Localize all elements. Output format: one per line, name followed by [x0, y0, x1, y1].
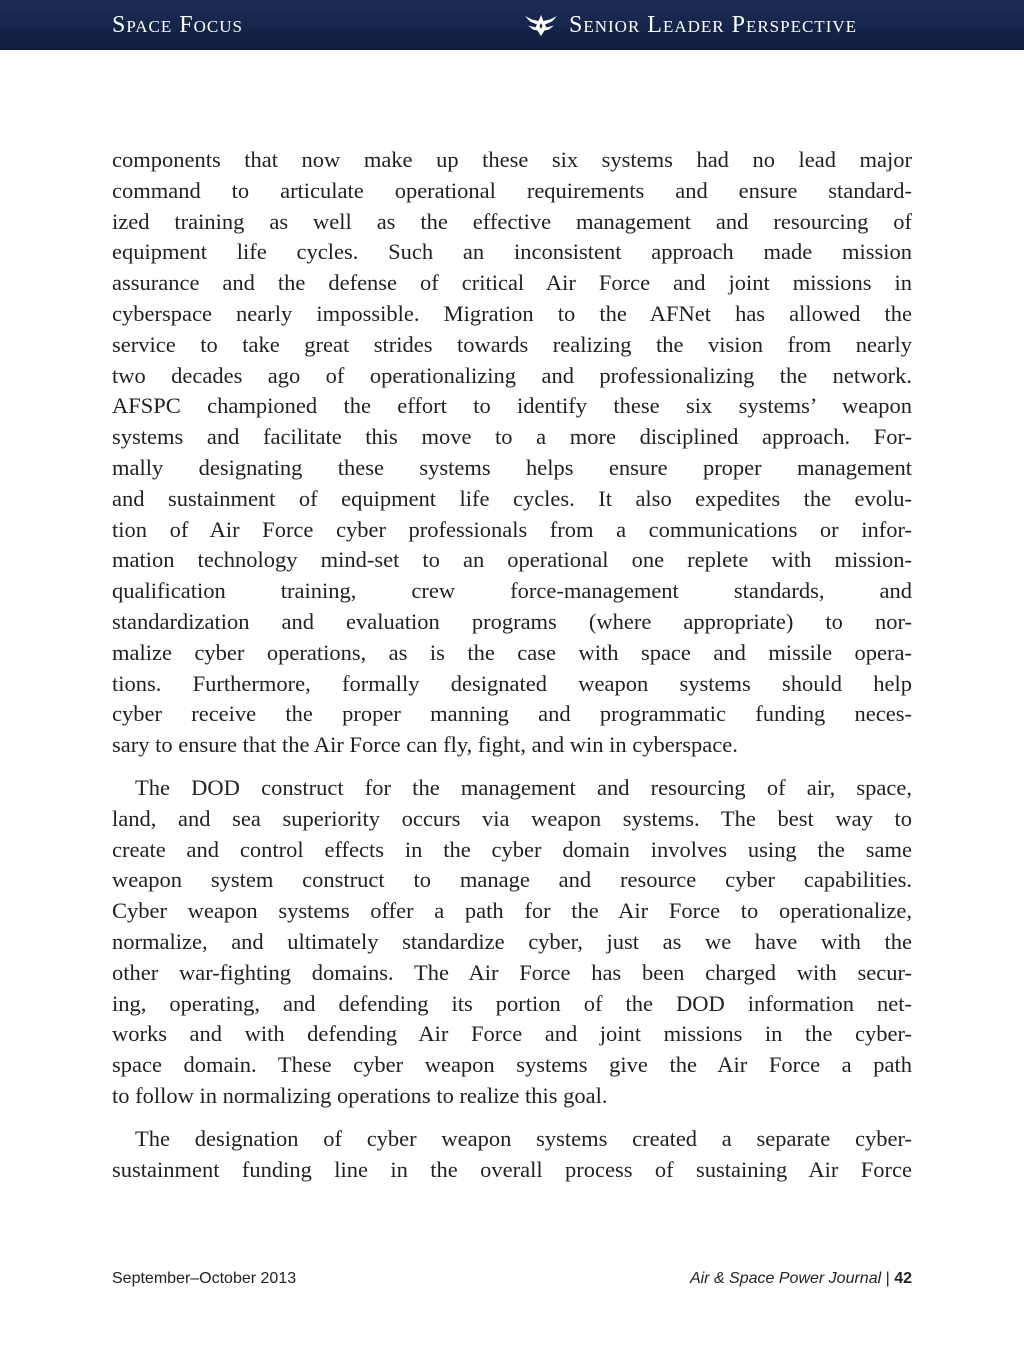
text-line: ized training as well as the effective management and resourcing of: [112, 208, 912, 234]
text-line: sary to ensure that the Air Force can fly, fight, and win in cyberspace.: [112, 732, 738, 758]
text-line: components that now make up these six systems had no lead major: [112, 147, 912, 172]
text-line: The designation of cyber weapon systems created a separate cyber-: [135, 1125, 912, 1151]
text-line: cyber receive the proper manning and programmatic funding neces-: [112, 701, 912, 727]
text-line: systems and facilitate this move to a more disciplined approach. For-: [112, 424, 912, 450]
text-line: two decades ago of operationalizing and professionalizing the network.: [112, 362, 912, 388]
text-line: tions. Furthermore, formally designated weapon systems should help: [112, 670, 912, 696]
text-line: land, and sea superiority occurs via weapon systems. The best way to: [112, 805, 912, 831]
text-line: mation technology mind-set to an operational one replete with mission-: [112, 547, 912, 573]
footer-journal-info: [690, 1268, 912, 1290]
text-line: space domain. These cyber weapon systems give the Air Force a path: [112, 1052, 912, 1078]
paragraph-2: [112, 773, 912, 1112]
paragraph-gap: [112, 1112, 912, 1124]
paragraph-1: [112, 145, 912, 761]
text-line: sustainment funding line in the overall process of sustaining Air Force: [112, 1156, 912, 1182]
page-number: 42: [894, 1270, 912, 1287]
text-line: works and with defending Air Force and joint missions in the cyber-: [112, 1021, 912, 1047]
paragraph-gap: [112, 761, 912, 773]
text-line: The DOD construct for the management and resourcing of air, space,: [135, 774, 912, 800]
paragraph-3: [112, 1124, 912, 1186]
text-line: and sustainment of equipment life cycles. It also expedites the evolu-: [112, 485, 912, 511]
text-line: other war-fighting domains. The Air Force has been charged with secur-: [112, 959, 912, 985]
text-line: malize cyber operations, as is the case with space and missile opera-: [112, 639, 912, 665]
text-line: command to articulate operational requirements and ensure standard-: [112, 177, 912, 203]
footer-date: September–October 2013: [112, 1270, 297, 1287]
text-line: cyberspace nearly impossible. Migration to the AFNet has allowed the: [112, 300, 912, 326]
text-line: weapon system construct to manage and resource cyber capabilities.: [112, 867, 912, 893]
text-line: create and control effects in the cyber domain involves using the same: [112, 836, 912, 862]
text-line: tion of Air Force cyber professionals from a communications or infor-: [112, 516, 912, 542]
air-force-wings-icon: [524, 12, 558, 38]
running-header: [0, 0, 1024, 50]
text-line: standardization and evaluation programs (where appropriate) to nor-: [112, 608, 912, 634]
section-title-right: Senior Leader Perspective: [569, 12, 858, 38]
text-line: qualification training, crew force-management standards, and: [112, 578, 912, 604]
text-line: AFSPC championed the effort to identify these six systems’ weapon: [112, 393, 912, 419]
section-title-left: Space Focus: [112, 12, 243, 38]
text-line: to follow in normalizing operations to realize this goal.: [112, 1082, 608, 1108]
text-line: Cyber weapon systems offer a path for the Air Force to operationalize,: [112, 898, 912, 924]
text-line: ing, operating, and defending its portion of the DOD information net-: [112, 990, 912, 1016]
text-line: mally designating these systems helps ensure proper management: [112, 454, 912, 480]
text-line: normalize, and ultimately standardize cyber, just as we have with the: [112, 928, 912, 954]
text-line: service to take great strides towards realizing the vision from nearly: [112, 331, 912, 357]
journal-title: Air & Space Power Journal: [689, 1270, 882, 1287]
footer-separator: |: [885, 1270, 890, 1287]
text-line: equipment life cycles. Such an inconsistent approach made mission: [112, 239, 912, 265]
text-line: assurance and the defense of critical Air Force and joint missions in: [112, 270, 912, 296]
article-body: [112, 145, 912, 1185]
